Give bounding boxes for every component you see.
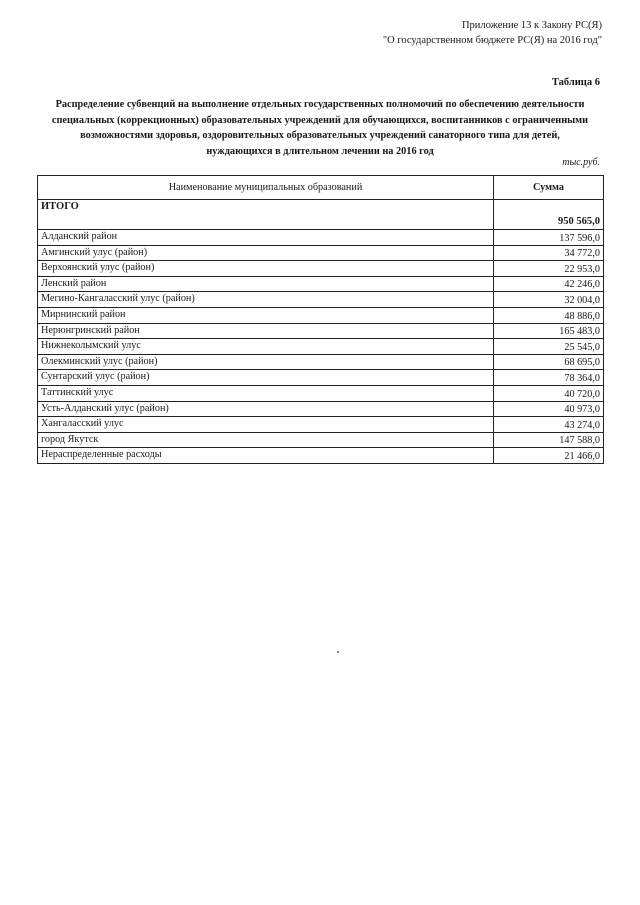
heading-line-2: специальных (коррекционных) образовательных учреждений для обучающихся, воспитанников с ограниченными bbox=[51, 114, 589, 126]
heading-line-1: Распределение субвенций на выполнение отдельных государственных полномочий по обеспечению деятельности bbox=[55, 99, 585, 110]
header-municipality: Наименование муниципальных образований bbox=[38, 176, 494, 200]
row-name: Нерюнгринский район bbox=[38, 323, 494, 339]
row-sum: 137 596,0 bbox=[494, 230, 604, 246]
row-name: Ленский район bbox=[38, 276, 494, 292]
document-heading bbox=[36, 97, 604, 159]
header-sum: Сумма bbox=[494, 176, 604, 200]
table-row bbox=[38, 323, 604, 339]
row-sum: 32 004,0 bbox=[494, 292, 604, 308]
row-sum: 68 695,0 bbox=[494, 354, 604, 370]
table-row bbox=[38, 417, 604, 433]
heading-line-4: нуждающихся в длительном лечении на 2016 год bbox=[206, 145, 434, 157]
table-row bbox=[38, 245, 604, 261]
row-name: Алданский район bbox=[38, 230, 494, 246]
row-sum: 78 364,0 bbox=[494, 370, 604, 386]
table-row bbox=[38, 230, 604, 246]
table-row bbox=[38, 292, 604, 308]
row-name: Верхоянский улус (район) bbox=[38, 261, 494, 277]
row-name: Мегино-Кангаласский улус (район) bbox=[38, 292, 494, 308]
table-row bbox=[38, 276, 604, 292]
table-row bbox=[38, 448, 604, 464]
row-sum: 34 772,0 bbox=[494, 245, 604, 261]
table-row bbox=[38, 339, 604, 355]
appendix-reference bbox=[282, 18, 602, 48]
row-sum: 42 246,0 bbox=[494, 276, 604, 292]
units-label: тыс.руб. bbox=[562, 157, 600, 168]
scan-speck bbox=[337, 651, 339, 653]
total-label: ИТОГО bbox=[38, 200, 494, 230]
row-sum: 147 588,0 bbox=[494, 432, 604, 448]
row-sum: 40 720,0 bbox=[494, 385, 604, 401]
table-row bbox=[38, 432, 604, 448]
row-sum: 165 483,0 bbox=[494, 323, 604, 339]
row-sum: 22 953,0 bbox=[494, 261, 604, 277]
row-name: Хангаласский улус bbox=[38, 417, 494, 433]
total-row bbox=[38, 200, 604, 230]
row-sum: 48 886,0 bbox=[494, 307, 604, 323]
row-sum: 25 545,0 bbox=[494, 339, 604, 355]
row-sum: 40 973,0 bbox=[494, 401, 604, 417]
row-name: Амгинский улус (район) bbox=[38, 245, 494, 261]
row-name: Нераспределенные расходы bbox=[38, 448, 494, 464]
row-name: Усть-Алданский улус (район) bbox=[38, 401, 494, 417]
appendix-line-2: "О государственном бюджете РС(Я) на 2016 год" bbox=[382, 35, 602, 46]
table-row bbox=[38, 401, 604, 417]
row-name: Мирнинский район bbox=[38, 307, 494, 323]
table-header-row bbox=[38, 176, 604, 200]
row-name: город Якутск bbox=[38, 432, 494, 448]
row-sum: 43 274,0 bbox=[494, 417, 604, 433]
table-row bbox=[38, 261, 604, 277]
subvention-table bbox=[37, 175, 604, 464]
row-name: Сунтарский улус (район) bbox=[38, 370, 494, 386]
appendix-line-1: Приложение 13 к Закону РС(Я) bbox=[461, 20, 602, 31]
row-name: Олекминский улус (район) bbox=[38, 354, 494, 370]
table-row bbox=[38, 370, 604, 386]
total-sum: 950 565,0 bbox=[494, 200, 604, 230]
heading-line-3: возможностями здоровья, оздоровительных образовательных учреждений санаторного типа для детей, bbox=[80, 130, 560, 141]
row-sum: 21 466,0 bbox=[494, 448, 604, 464]
table-number-label: Таблица 6 bbox=[551, 77, 600, 88]
table-row bbox=[38, 307, 604, 323]
row-name: Нижнеколымский улус bbox=[38, 339, 494, 355]
table-row bbox=[38, 354, 604, 370]
table-row bbox=[38, 385, 604, 401]
row-name: Таттинский улус bbox=[38, 385, 494, 401]
